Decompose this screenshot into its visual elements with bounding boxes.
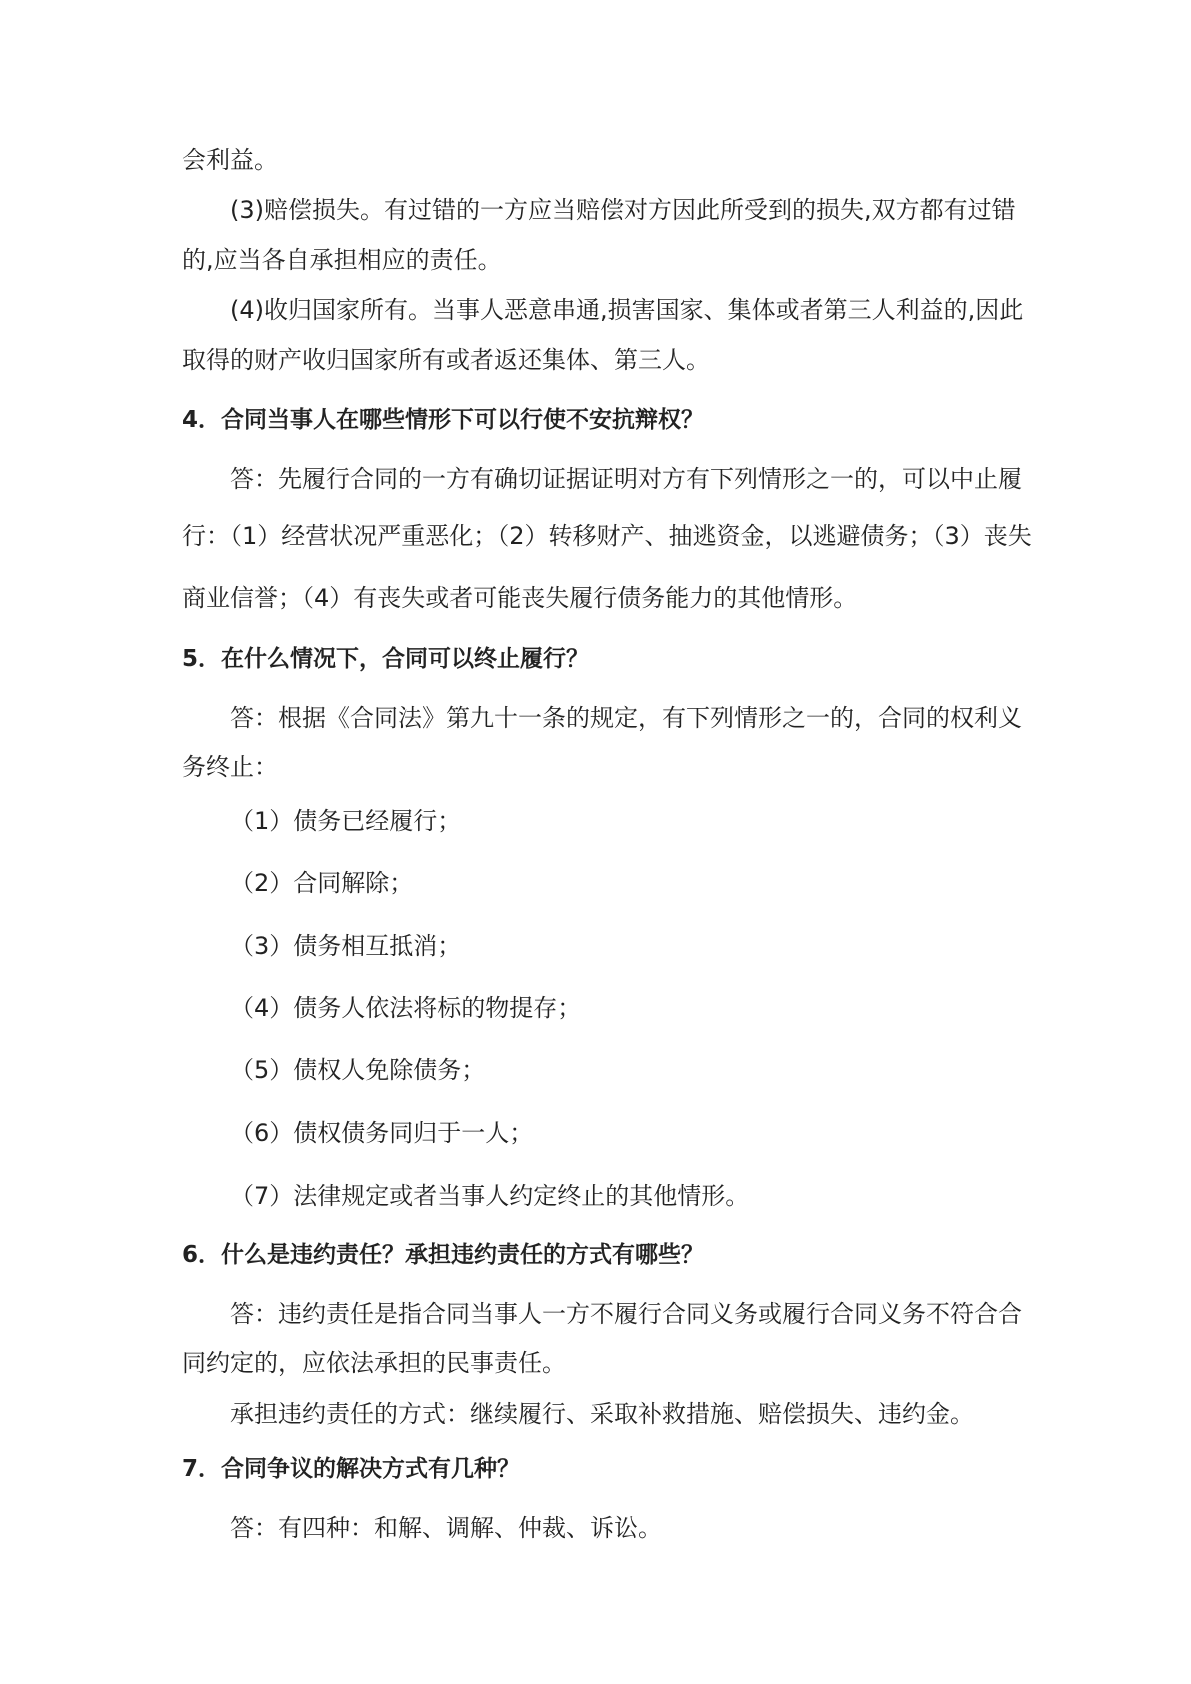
paragraph-line: 答：违约责任是指合同当事人一方不履行合同义务或履行合同义务不符合合 — [230, 1300, 1022, 1328]
question-heading: 4．合同当事人在哪些情形下可以行使不安抗辩权？ — [182, 407, 705, 433]
list-item: （5）债权人免除债务； — [230, 1056, 486, 1084]
question-heading: 7．合同争议的解决方式有几种？ — [182, 1456, 521, 1482]
paragraph-line: 答：先履行合同的一方有确切证据证明对方有下列情形之一的，可以中止履 — [230, 465, 1022, 493]
paragraph-line: 的,应当各自承担相应的责任。 — [182, 246, 502, 274]
paragraph-line: 务终止： — [182, 753, 278, 781]
list-item: （7）法律规定或者当事人约定终止的其他情形。 — [230, 1182, 750, 1210]
paragraph-line: 承担违约责任的方式：继续履行、采取补救措施、赔偿损失、违约金。 — [230, 1400, 974, 1428]
paragraph-line: 同约定的，应依法承担的民事责任。 — [182, 1349, 566, 1377]
list-item: （2）合同解除； — [230, 869, 414, 897]
list-item: （4）债务人依法将标的物提存； — [230, 994, 582, 1022]
paragraph-line: 商业信誉；（4）有丧失或者可能丧失履行债务能力的其他情形。 — [182, 584, 858, 612]
question-heading: 5．在什么情况下，合同可以终止履行？ — [182, 646, 590, 672]
paragraph-line: (4)收归国家所有。当事人恶意串通,损害国家、集体或者第三人利益的,因此 — [230, 296, 1024, 324]
paragraph-line: (3)赔偿损失。有过错的一方应当赔偿对方因此所受到的损失,双方都有过错 — [230, 196, 1016, 224]
paragraph-line: 答：根据《合同法》第九十一条的规定，有下列情形之一的，合同的权利义 — [230, 704, 1022, 732]
list-item: （3）债务相互抵消； — [230, 932, 462, 960]
list-item: （6）债权债务同归于一人； — [230, 1119, 534, 1147]
list-item: （1）债务已经履行； — [230, 807, 462, 835]
question-heading: 6．什么是违约责任？承担违约责任的方式有哪些？ — [182, 1242, 705, 1268]
paragraph-line: 行：（1）经营状况严重恶化；（2）转移财产、抽逃资金，以逃避债务；（3）丧失 — [182, 522, 1032, 550]
paragraph-line: 会利益。 — [182, 146, 278, 174]
paragraph-line: 取得的财产收归国家所有或者返还集体、第三人。 — [182, 346, 710, 374]
paragraph-line: 答：有四种：和解、调解、仲裁、诉讼。 — [230, 1514, 662, 1542]
